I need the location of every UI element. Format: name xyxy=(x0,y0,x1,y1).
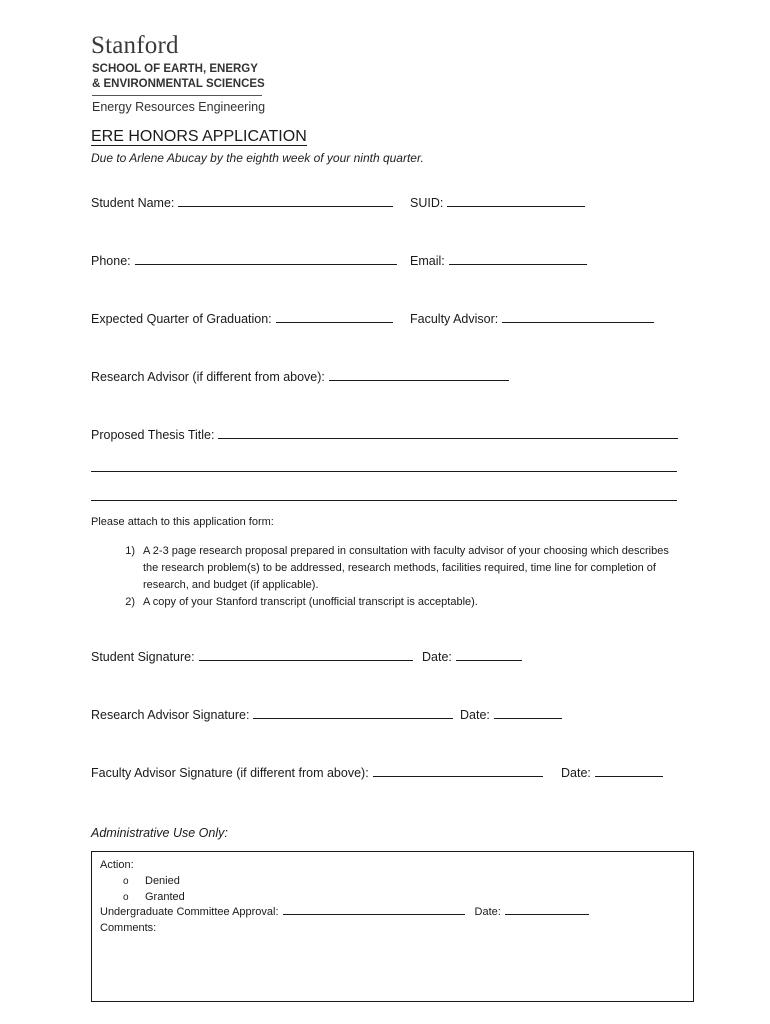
logo-divider xyxy=(92,95,262,96)
research-advisor-signature-field xyxy=(91,708,453,722)
list-item-text: A 2-3 page research proposal prepared in consultation with faculty advisor of your choosing which describes the research problem(s) to be addressed, research methods, facilities required, time line for completion of research, and budget (if applicable). xyxy=(143,545,669,591)
research-advisor-input-line[interactable] xyxy=(329,379,509,381)
student-date-input-line[interactable] xyxy=(456,659,522,661)
date-label: Date: xyxy=(422,650,452,664)
form-title xyxy=(91,128,307,146)
email-label: Email: xyxy=(410,254,445,268)
expected-quarter-field xyxy=(91,312,393,326)
admin-committee-input-line[interactable] xyxy=(283,913,465,915)
school-name xyxy=(92,62,265,92)
student-name-field xyxy=(91,196,393,210)
student-name-input-line[interactable] xyxy=(178,205,393,207)
email-input-line[interactable] xyxy=(449,263,587,265)
school-name-line1: SCHOOL OF EARTH, ENERGY xyxy=(92,63,258,75)
research-advisor-label: Research Advisor (if different from above): xyxy=(91,370,325,384)
student-name-label: Student Name: xyxy=(91,196,175,210)
email-field xyxy=(410,254,587,268)
admin-granted-label: Granted xyxy=(145,891,185,903)
faculty-advisor-input-line[interactable] xyxy=(502,321,654,323)
admin-option-granted[interactable] xyxy=(123,891,185,903)
attachments-list xyxy=(91,543,671,611)
admin-box xyxy=(91,851,694,1002)
form-subtitle: Due to Arlene Abucay by the eighth week of your ninth quarter. xyxy=(91,151,424,165)
thesis-title-label: Proposed Thesis Title: xyxy=(91,428,215,442)
research-advisor-date-field xyxy=(460,708,562,722)
thesis-title-line-2[interactable] xyxy=(91,471,677,472)
faculty-advisor-date-field xyxy=(561,766,663,780)
date-label: Date: xyxy=(561,766,591,780)
admin-date-input-line[interactable] xyxy=(505,913,589,915)
school-name-line2: & ENVIRONMENTAL SCIENCES xyxy=(92,78,265,90)
faculty-advisor-field xyxy=(410,312,654,326)
thesis-title-field xyxy=(91,428,678,442)
admin-comments-label: Comments: xyxy=(100,922,157,934)
faculty-advisor-signature-label: Faculty Advisor Signature (if different from above): xyxy=(91,766,369,780)
admin-committee-approval-field xyxy=(100,906,589,918)
faculty-advisor-date-input-line[interactable] xyxy=(595,775,663,777)
expected-quarter-input-line[interactable] xyxy=(276,321,393,323)
admin-committee-label: Undergraduate Committee Approval: xyxy=(100,906,279,918)
date-label: Date: xyxy=(460,708,490,722)
admin-option-denied[interactable] xyxy=(123,875,180,887)
research-advisor-field xyxy=(91,370,509,384)
suid-label: SUID: xyxy=(410,196,444,210)
attachments-intro: Please attach to this application form: xyxy=(91,516,274,528)
research-advisor-signature-input-line[interactable] xyxy=(253,717,453,719)
list-item xyxy=(91,594,671,611)
phone-label: Phone: xyxy=(91,254,131,268)
research-advisor-date-input-line[interactable] xyxy=(494,717,562,719)
list-item-number: 1) xyxy=(125,545,135,557)
admin-action-label: Action: xyxy=(100,859,134,871)
faculty-advisor-label: Faculty Advisor: xyxy=(410,312,499,326)
admin-section-title: Administrative Use Only: xyxy=(91,826,228,840)
student-signature-date-field xyxy=(422,650,522,664)
circle-bullet-icon: o xyxy=(123,892,129,903)
phone-input-line[interactable] xyxy=(135,263,397,265)
faculty-advisor-signature-input-line[interactable] xyxy=(373,775,543,777)
student-signature-input-line[interactable] xyxy=(199,659,413,661)
stanford-logo-name: Stanford xyxy=(91,32,179,59)
list-item xyxy=(91,543,671,594)
list-item-number: 2) xyxy=(125,596,135,608)
form-title-text: ERE HONORS APPLICATION xyxy=(91,128,307,145)
suid-input-line[interactable] xyxy=(447,205,585,207)
faculty-advisor-signature-field xyxy=(91,766,543,780)
thesis-title-line-3[interactable] xyxy=(91,500,677,501)
circle-bullet-icon: o xyxy=(123,876,129,887)
student-signature-field xyxy=(91,650,413,664)
student-signature-label: Student Signature: xyxy=(91,650,195,664)
suid-field xyxy=(410,196,585,210)
department-name: Energy Resources Engineering xyxy=(92,100,266,114)
expected-quarter-label: Expected Quarter of Graduation: xyxy=(91,312,272,326)
phone-field xyxy=(91,254,397,268)
research-advisor-signature-label: Research Advisor Signature: xyxy=(91,708,250,722)
admin-denied-label: Denied xyxy=(145,875,180,887)
admin-date-label: Date: xyxy=(474,906,501,918)
list-item-text: A copy of your Stanford transcript (unofficial transcript is acceptable). xyxy=(143,596,478,608)
thesis-title-input-line[interactable] xyxy=(218,437,678,439)
